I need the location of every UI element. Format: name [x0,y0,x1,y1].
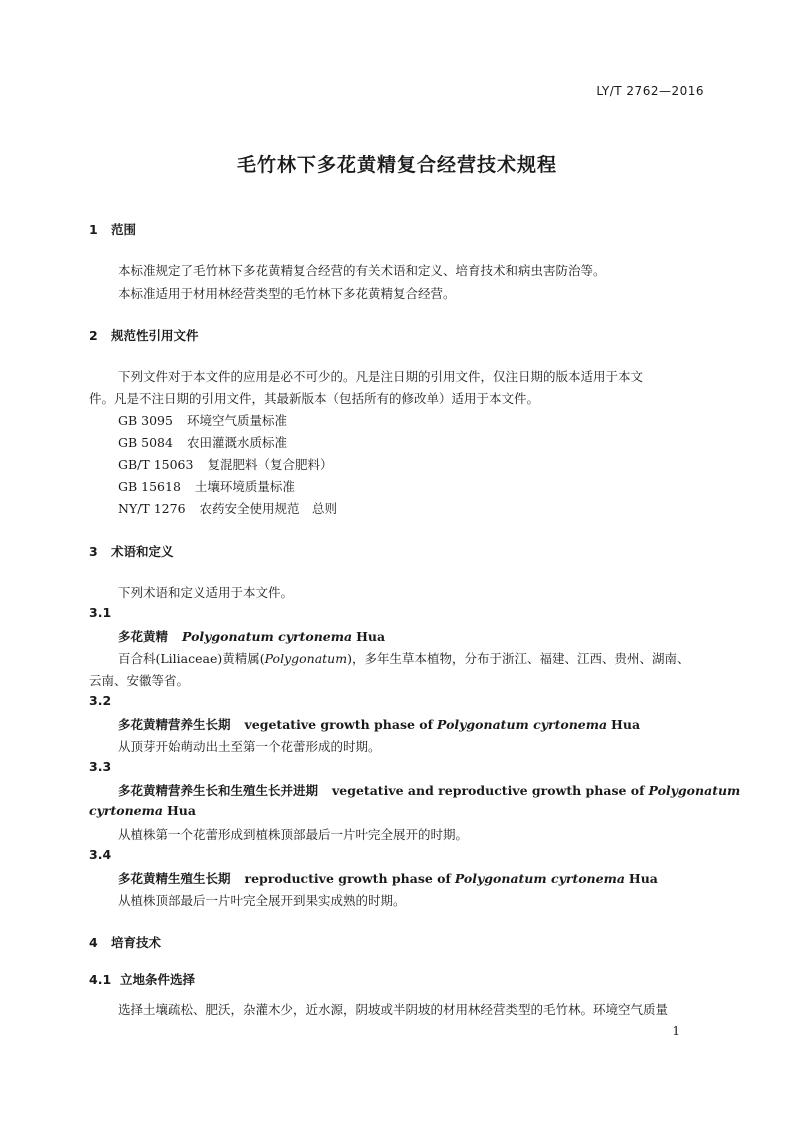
section-title: 术语和定义 [111,544,174,559]
term-3-3-line-2 [89,803,196,818]
definition-3-2: 从顶芽开始萌动出土至第一个花蕾形成的时期。 [118,739,381,754]
term-author: Hua [628,871,658,886]
reference-item [118,455,332,473]
term-chinese: 多花黄精营养生长和生殖生长并进期 [118,783,319,798]
term-3-2 [118,715,640,733]
s4-1-paragraph: 选择土壤疏松、肥沃，杂灌木少，近水源，阴坡或半阴坡的材用林经营类型的毛竹林。环境空气质量 [118,1002,669,1017]
standard-number: LY/T 2762—2016 [596,84,704,98]
section-1-heading [89,220,136,238]
clause-number: 3.2 [89,693,112,708]
subsection-number: 4.1 [89,972,112,987]
term-3-1 [118,627,385,645]
term-author: Hua [356,629,386,644]
term-latin: Polygonatum cyrtonema [182,629,353,644]
clause-number: 3.1 [89,605,112,620]
term-english: reproductive growth phase of [244,871,451,886]
s2-paragraph-line-1: 下列文件对于本文件的应用是必不可少的。凡是注日期的引用文件，仅注日期的版本适用于本文 [118,369,644,384]
reference-name: 农药安全使用规范 总则 [199,501,338,516]
reference-name: 环境空气质量标准 [186,413,287,428]
term-english: vegetative and reproductive growth phase of [332,783,645,798]
term-latin: Polygonatum [648,783,741,798]
subsection-4-1-heading [89,970,195,988]
clause-number: 3.3 [89,759,112,774]
term-3-4 [118,869,658,887]
reference-item [118,433,287,451]
reference-code: GB/T 15063 [118,457,194,472]
term-author: Hua [611,717,641,732]
s1-paragraph-2: 本标准适用于材用林经营类型的毛竹林下多花黄精复合经营。 [118,286,456,301]
term-chinese: 多花黄精 [118,629,169,644]
reference-name: 复混肥料（复合肥料） [207,457,333,472]
term-english: vegetative growth phase of [244,717,434,732]
definition-3-1-line-2: 云南、安徽等省。 [89,673,190,688]
reference-code: GB 15618 [118,479,181,494]
section-number: 4 [89,935,98,950]
term-chinese: 多花黄精营养生长期 [118,717,231,732]
reference-item [118,477,295,495]
section-number: 1 [89,222,98,237]
page-number: 1 [672,1024,680,1038]
reference-code: NY/T 1276 [118,501,186,516]
term-chinese: 多花黄精生殖生长期 [118,871,231,886]
section-title: 范围 [111,222,137,237]
definition-text: 百合科(Liliaceae)黄精属( [118,651,265,666]
term-author: Hua [166,803,196,818]
clause-number: 3.4 [89,847,112,862]
section-2-heading [89,326,199,344]
s3-intro: 下列术语和定义适用于本文件。 [118,585,294,600]
document-title: 毛竹林下多花黄精复合经营技术规程 [236,154,557,176]
section-3-heading [89,542,174,560]
reference-name: 农田灌溉水质标准 [186,435,287,450]
section-number: 2 [89,328,98,343]
term-3-3-line-1 [118,781,740,799]
s2-paragraph-line-2: 件。凡是不注日期的引用文件，其最新版本（包括所有的修改单）适用于本文件。 [89,391,540,406]
subsection-title: 立地条件选择 [120,972,196,987]
term-latin: Polygonatum cyrtonema [437,717,608,732]
definition-3-1-line-1 [118,649,689,667]
reference-code: GB 3095 [118,413,173,428]
section-title: 规范性引用文件 [111,328,199,343]
reference-name: 土壤环境质量标准 [194,479,295,494]
definition-text: )，多年生草本植物，分布于浙江、福建、江西、贵州、湖南、 [347,651,690,666]
section-title: 培育技术 [111,935,162,950]
section-4-heading [89,933,161,951]
reference-item [118,411,287,429]
definition-3-4: 从植株顶部最后一片叶完全展开到果实成熟的时期。 [118,893,406,908]
s1-paragraph-1: 本标准规定了毛竹林下多花黄精复合经营的有关术语和定义、培育技术和病虫害防治等。 [118,263,606,278]
reference-item [118,499,337,517]
term-latin: cyrtonema [89,803,163,818]
definition-italic: Polygonatum [264,651,348,666]
reference-code: GB 5084 [118,435,173,450]
definition-3-3: 从植株第一个花蕾形成到植株顶部最后一片叶完全展开的时期。 [118,827,469,842]
term-latin: Polygonatum cyrtonema [454,871,625,886]
section-number: 3 [89,544,98,559]
